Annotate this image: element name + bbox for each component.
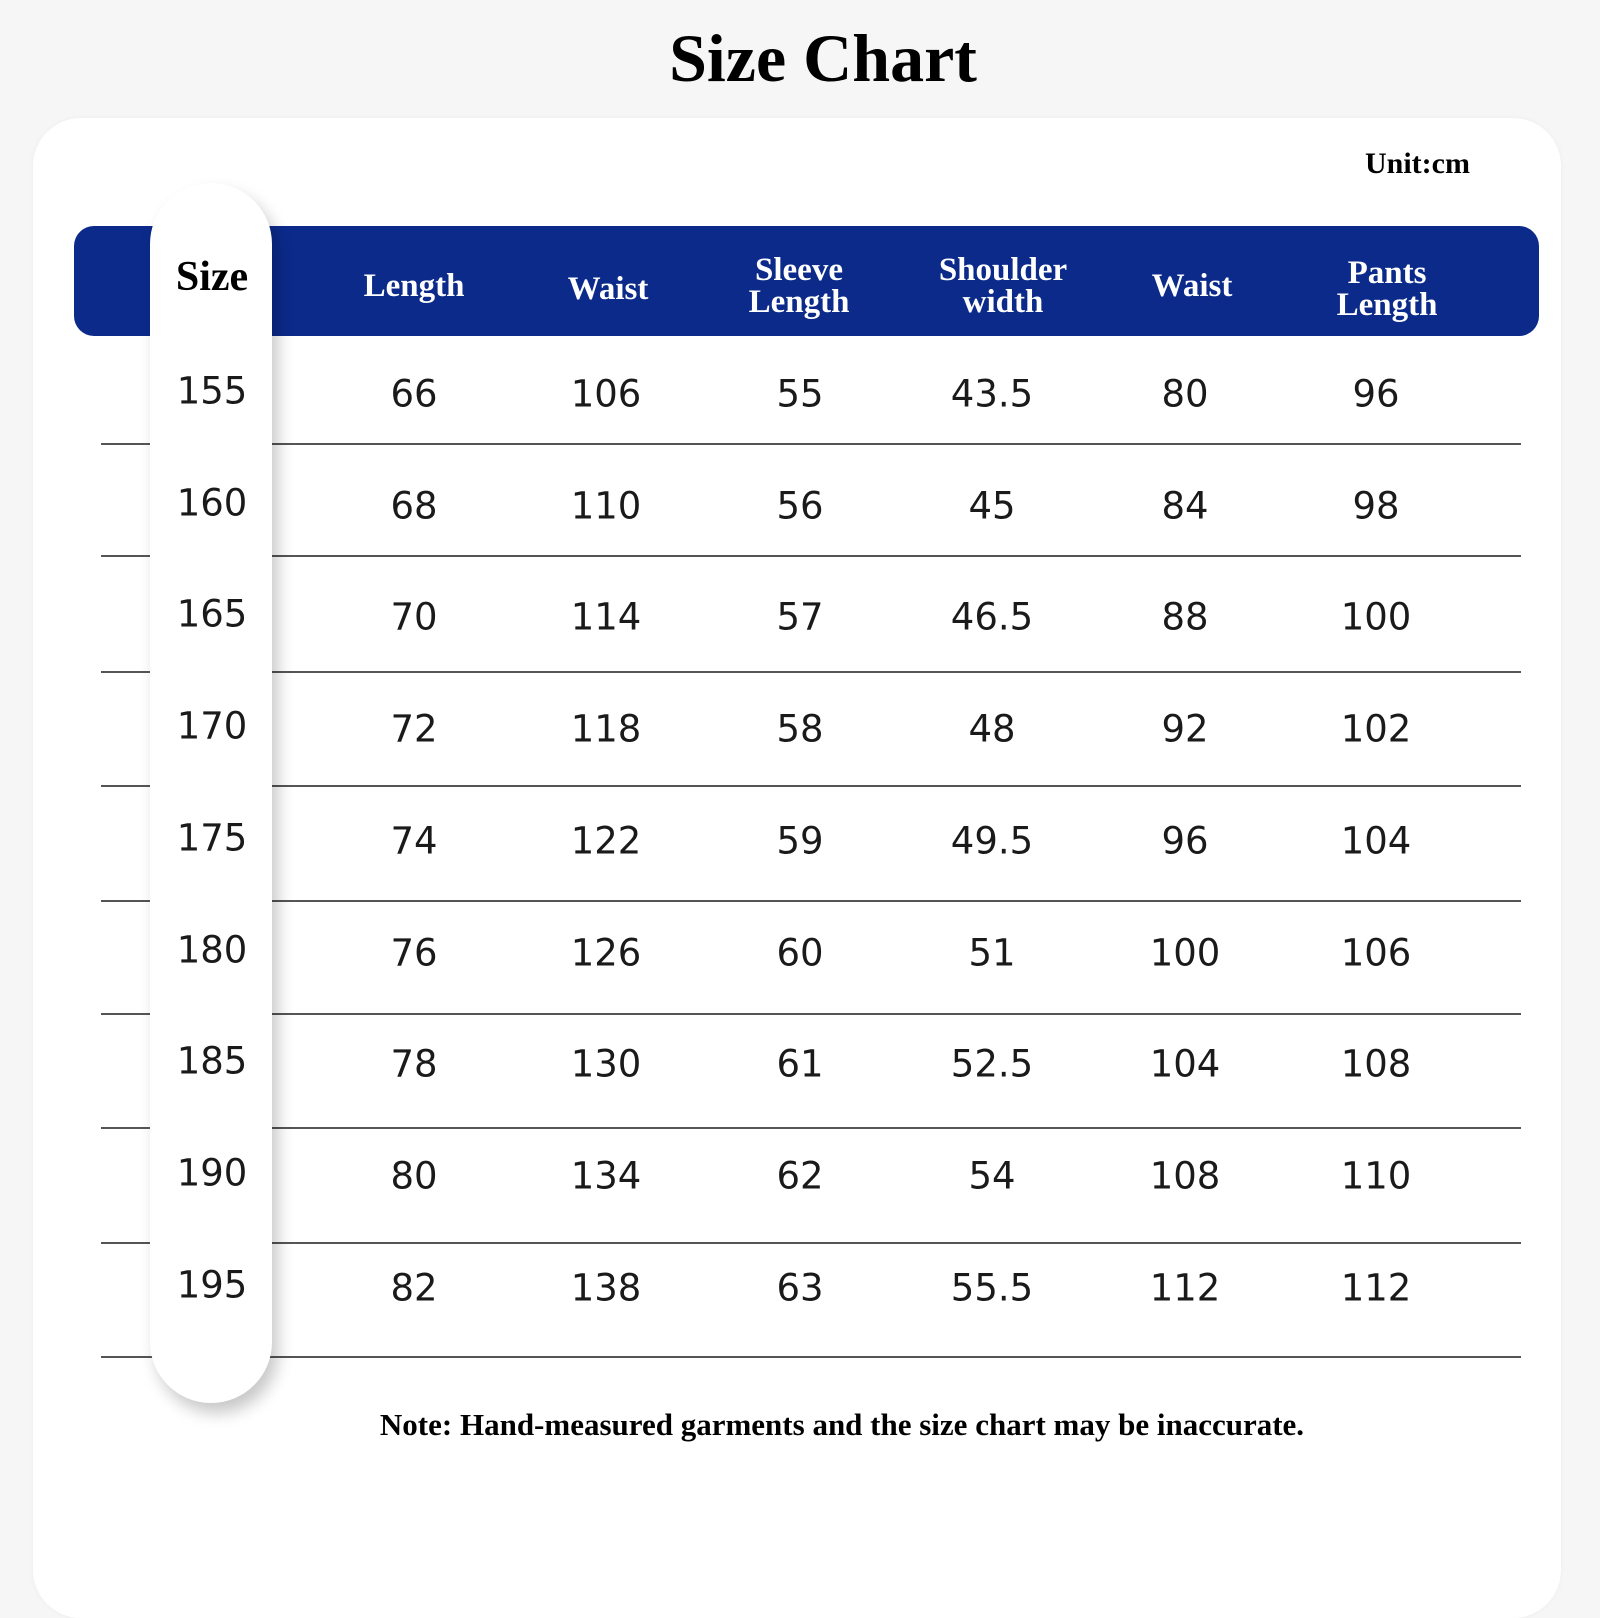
row-divider [101, 555, 1521, 557]
measurement-cell: 68 [390, 484, 438, 528]
measurement-cell: 106 [570, 372, 642, 416]
size-cell: 180 [176, 928, 248, 971]
size-cell: 190 [176, 1151, 248, 1195]
measurement-cell: 106 [1340, 931, 1412, 974]
column-header: Pants Length [1336, 255, 1438, 323]
measurement-cell: 100 [1340, 595, 1412, 639]
measurement-cell: 134 [570, 1154, 642, 1198]
measurement-cell: 110 [570, 484, 642, 528]
column-header: Waist [1151, 268, 1233, 304]
measurement-cell: 49.5 [950, 819, 1034, 863]
row-divider [101, 671, 1521, 673]
measurement-cell: 122 [570, 819, 642, 863]
measurement-cell: 138 [570, 1266, 642, 1310]
size-cell: 175 [176, 816, 248, 860]
measurement-cell: 104 [1149, 1042, 1221, 1086]
column-header: Sleeve Length [748, 252, 850, 320]
page-title: Size Chart [669, 20, 977, 96]
measurement-cell: 108 [1149, 1154, 1221, 1198]
measurement-cell: 104 [1340, 819, 1412, 863]
measurement-cell: 60 [776, 931, 824, 974]
row-divider [101, 900, 1521, 902]
row-divider [101, 1242, 1521, 1244]
measurement-cell: 51 [968, 931, 1016, 974]
size-cell: 185 [176, 1039, 248, 1083]
measurement-cell: 118 [570, 707, 642, 751]
measurement-cell: 57 [776, 595, 824, 639]
row-divider [101, 1356, 1521, 1358]
measurement-cell: 110 [1340, 1154, 1412, 1198]
size-cell: 195 [176, 1263, 248, 1307]
measurement-cell: 54 [968, 1154, 1016, 1198]
measurement-cell: 72 [390, 707, 438, 751]
column-header: Shoulder width [938, 252, 1068, 320]
column-header: Waist [567, 271, 649, 307]
measurement-cell: 48 [968, 707, 1016, 751]
measurement-cell: 66 [390, 372, 438, 416]
measurement-cell: 58 [776, 707, 824, 751]
measurement-cell: 76 [390, 931, 438, 974]
size-cell: 165 [176, 592, 248, 636]
measurement-cell: 88 [1161, 595, 1209, 639]
size-cell: 160 [176, 481, 248, 525]
size-column-highlight [150, 183, 272, 1403]
row-divider [101, 785, 1521, 787]
measurement-cell: 80 [390, 1154, 438, 1198]
measurement-cell: 130 [570, 1042, 642, 1086]
measurement-cell: 45 [968, 484, 1016, 528]
measurement-cell: 102 [1340, 707, 1412, 751]
measurement-cell: 46.5 [950, 595, 1034, 639]
measurement-cell: 55.5 [950, 1266, 1034, 1310]
measurement-cell: 114 [570, 595, 642, 639]
row-divider [101, 443, 1521, 445]
measurement-cell: 52.5 [950, 1042, 1034, 1086]
disclaimer-note: Note: Hand-measured garments and the size chart may be inaccurate. [379, 1407, 1305, 1442]
size-column-header: Size [175, 254, 249, 300]
measurement-cell: 84 [1161, 484, 1209, 528]
measurement-cell: 100 [1149, 931, 1221, 974]
measurement-cell: 98 [1352, 484, 1400, 528]
measurement-cell: 126 [570, 931, 642, 974]
measurement-cell: 62 [776, 1154, 824, 1198]
measurement-cell: 78 [390, 1042, 438, 1086]
size-cell: 170 [176, 704, 248, 748]
unit-label: Unit:cm [1365, 147, 1470, 180]
measurement-cell: 82 [390, 1266, 438, 1310]
measurement-cell: 70 [390, 595, 438, 639]
measurement-cell: 108 [1340, 1042, 1412, 1086]
measurement-cell: 92 [1161, 707, 1209, 751]
measurement-cell: 63 [776, 1266, 824, 1310]
measurement-cell: 112 [1149, 1266, 1221, 1310]
size-cell: 155 [176, 369, 248, 413]
measurement-cell: 43.5 [950, 372, 1034, 416]
row-divider [101, 1013, 1521, 1015]
measurement-cell: 112 [1340, 1266, 1412, 1310]
measurement-cell: 59 [776, 819, 824, 863]
measurement-cell: 80 [1161, 372, 1209, 416]
row-divider [101, 1127, 1521, 1129]
column-header: Length [363, 268, 465, 304]
measurement-cell: 61 [776, 1042, 824, 1086]
measurement-cell: 96 [1161, 819, 1209, 863]
measurement-cell: 55 [776, 372, 824, 416]
measurement-cell: 74 [390, 819, 438, 863]
measurement-cell: 96 [1352, 372, 1400, 416]
measurement-cell: 56 [776, 484, 824, 528]
